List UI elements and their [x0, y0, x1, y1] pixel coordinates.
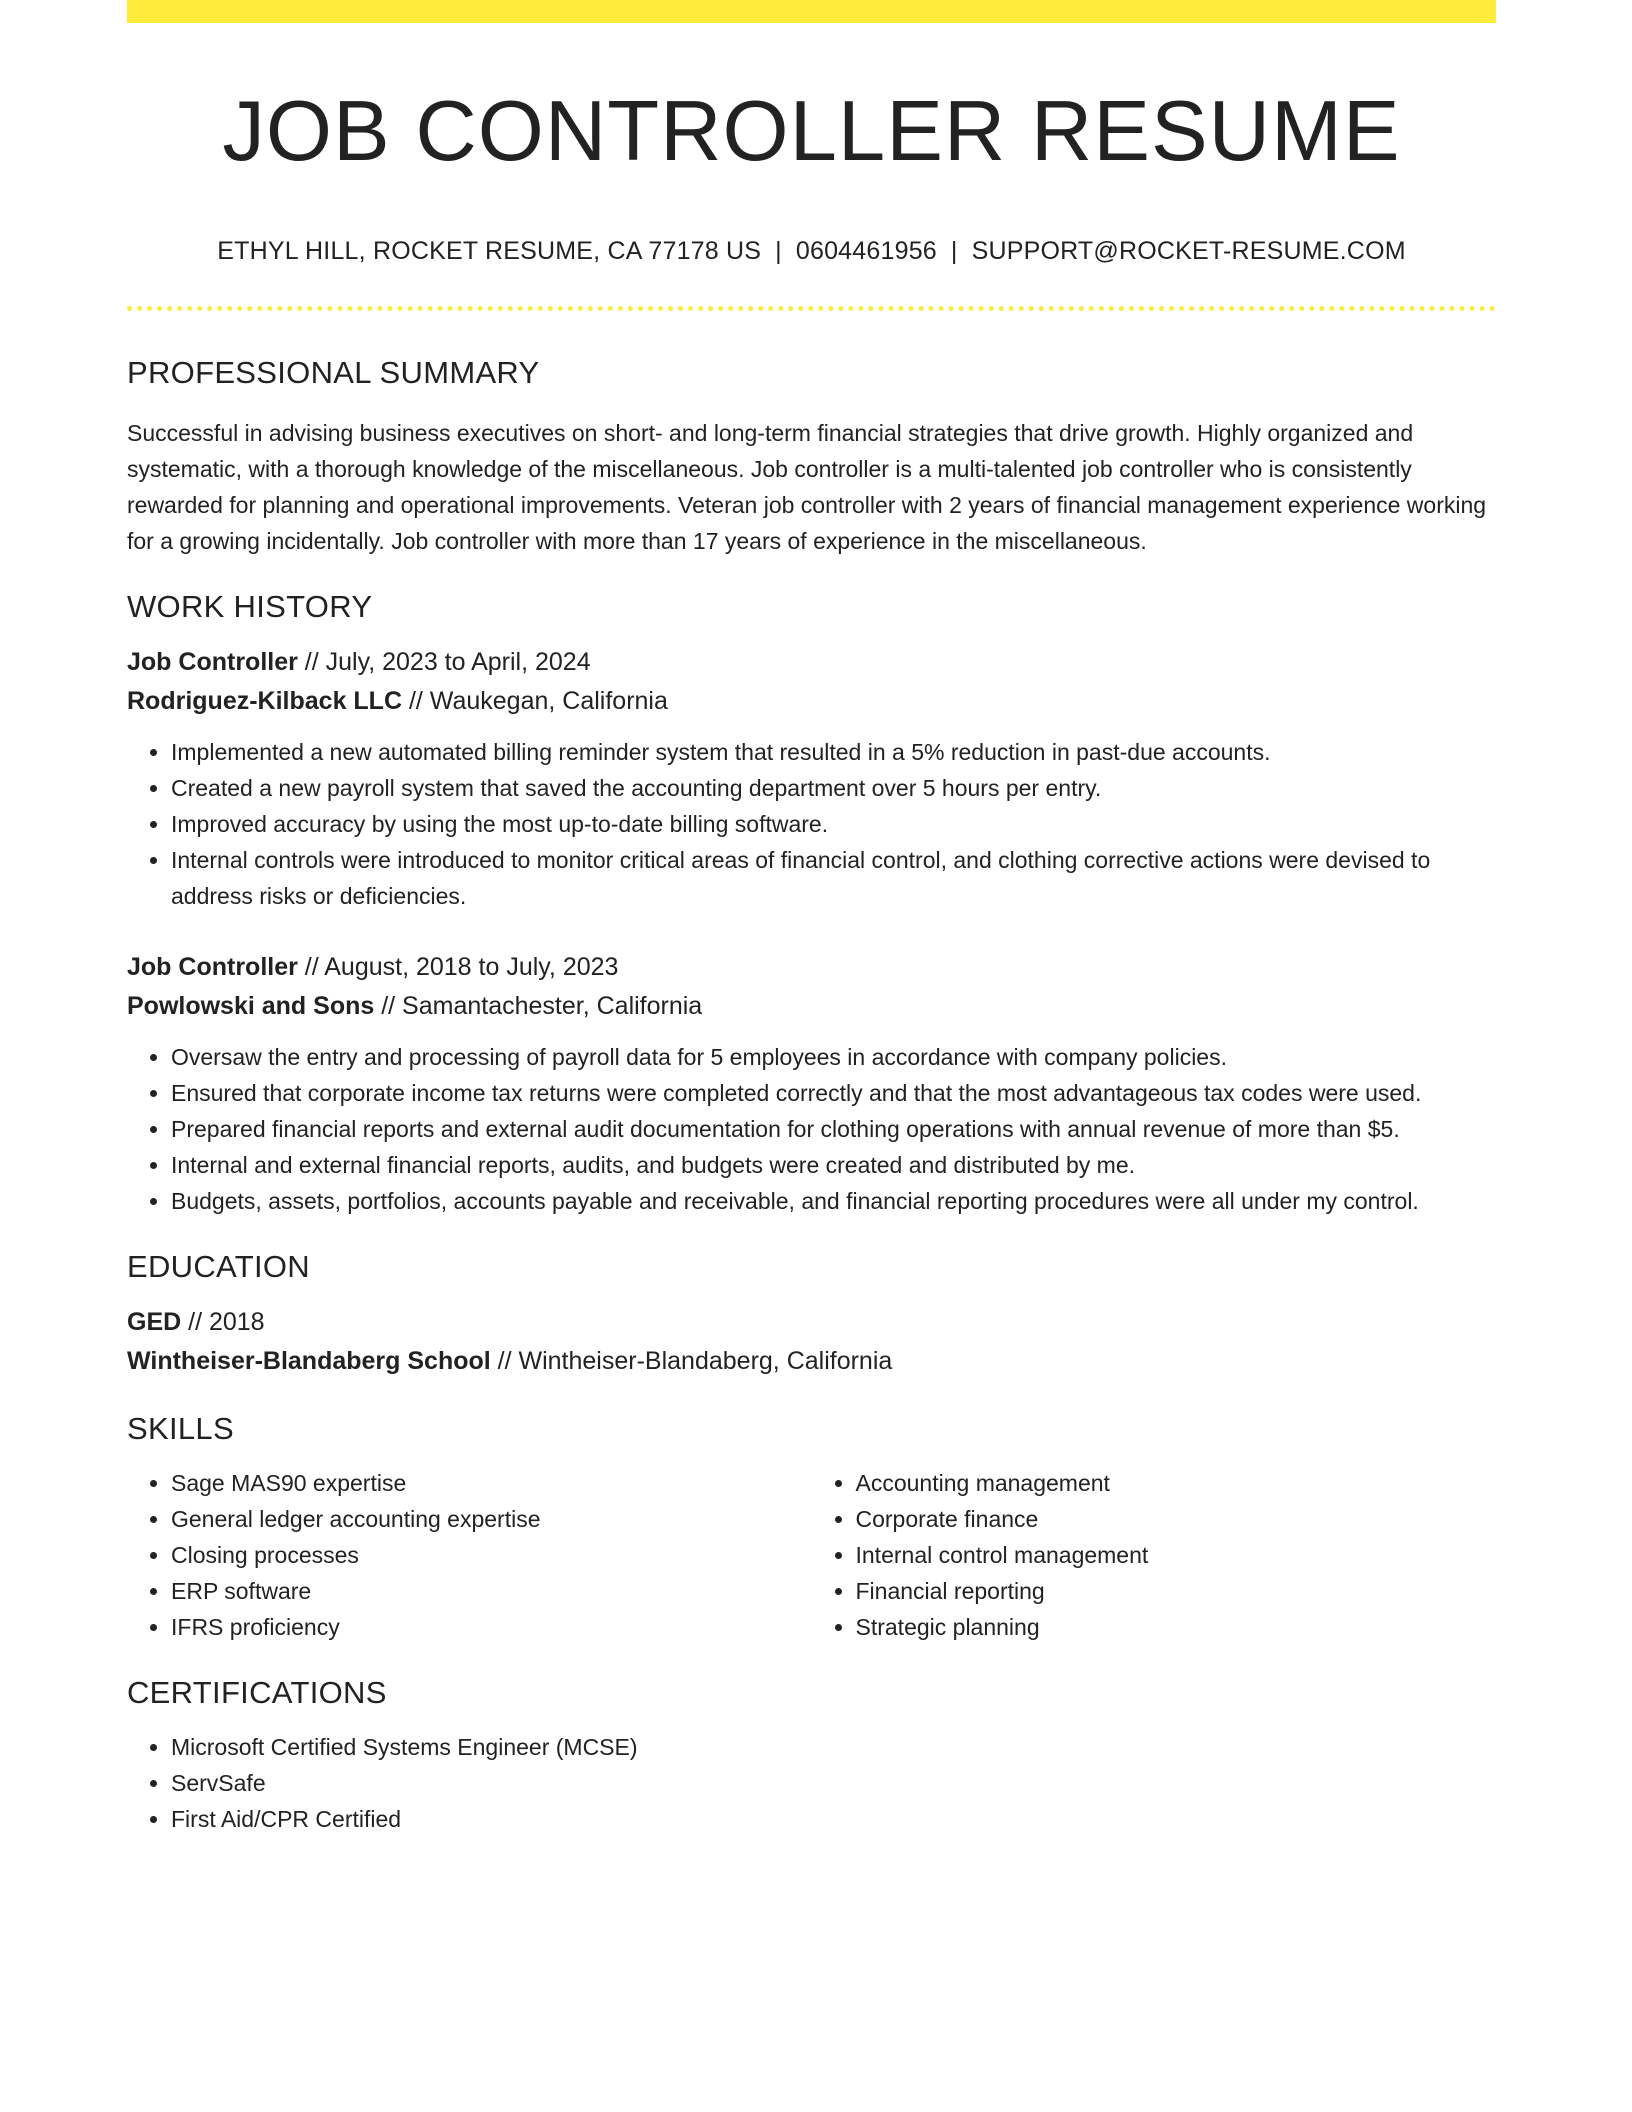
- job-title-line: [127, 948, 1496, 987]
- skills-list-left: [127, 1465, 812, 1645]
- list-item: • Internal and external financial reports, audits, and budgets were created and distributed by me.: [171, 1147, 1496, 1183]
- contact-separator: |: [950, 236, 958, 265]
- contact-address: ETHYL HILL, ROCKET RESUME, CA 77178 US: [217, 236, 762, 265]
- list-item: • IFRS proficiency: [171, 1609, 812, 1645]
- skills-list-right: [812, 1465, 1497, 1645]
- list-item: • Strategic planning: [856, 1609, 1497, 1645]
- education-school-line: [127, 1342, 1496, 1381]
- contact-phone: 0604461956: [795, 236, 937, 265]
- list-item: • Ensured that corporate income tax returns were completed correctly and that the most advantageous tax codes were used.: [171, 1075, 1496, 1111]
- list-item: • Budgets, assets, portfolios, accounts payable and receivable, and financial reporting procedures were all under my control.: [171, 1183, 1496, 1219]
- list-item: • Implemented a new automated billing reminder system that resulted in a 5% reduction in past-due accounts.: [171, 734, 1496, 770]
- list-item: • Improved accuracy by using the most up-to-date billing software.: [171, 806, 1496, 842]
- section-title-education: EDUCATION: [127, 1248, 310, 1284]
- section-title-summary: PROFESSIONAL SUMMARY: [127, 354, 540, 390]
- education-section: [127, 1249, 1496, 1381]
- dotted-divider: [127, 306, 1496, 311]
- list-item: • General ledger accounting expertise: [171, 1501, 812, 1537]
- job-location: // Waukegan, California: [402, 686, 668, 715]
- section-title-work-history: WORK HISTORY: [127, 588, 373, 624]
- list-item: • Corporate finance: [856, 1501, 1497, 1537]
- job-location: // Samantachester, California: [374, 991, 703, 1020]
- list-item: • Closing processes: [171, 1537, 812, 1573]
- education-school: Wintheiser-Blandaberg School: [127, 1346, 491, 1375]
- list-item: • Created a new payroll system that saved the accounting department over 5 hours per entry.: [171, 770, 1496, 806]
- job-title-line: [127, 643, 1496, 682]
- job-bullets: [127, 734, 1496, 914]
- education-year: // 2018: [181, 1307, 265, 1336]
- education-degree-line: [127, 1303, 1496, 1342]
- education-location: // Wintheiser-Blandaberg, California: [490, 1346, 893, 1375]
- summary-text: Successful in advising business executives on short- and long-term financial strategies that drive growth. Highly organized and systematic, with a thorough knowledge of the miscellaneous. Job controller is a multi-talented job controller who is consistently rewarded for planning and operational improvements. Veteran job controller with 2 years of financial management experience working for a growing incidentally. Job controller with more than 17 years of experience in the miscellaneous.: [127, 419, 1487, 554]
- list-item: • Microsoft Certified Systems Engineer (MCSE): [171, 1729, 1496, 1765]
- contact-line: [127, 237, 1496, 266]
- work-history-section: [127, 589, 1496, 1219]
- job-dates: // July, 2023 to April, 2024: [297, 647, 591, 676]
- job-dates: // August, 2018 to July, 2023: [297, 952, 619, 981]
- job-entry: [127, 948, 1496, 1219]
- job-company: Rodriguez-Kilback LLC: [127, 686, 403, 715]
- list-item: • Financial reporting: [856, 1573, 1497, 1609]
- job-company: Powlowski and Sons: [127, 991, 375, 1020]
- list-item: • Prepared financial reports and external audit documentation for clothing operations with annual revenue of more than $5.: [171, 1111, 1496, 1147]
- education-entry: [127, 1303, 1496, 1381]
- contact-separator: |: [775, 236, 782, 265]
- education-degree: GED: [127, 1307, 182, 1336]
- job-entry: [127, 643, 1496, 914]
- job-company-line: [127, 682, 1496, 721]
- job-company-line: [127, 987, 1496, 1026]
- list-item: • ServSafe: [171, 1765, 1496, 1801]
- skills-section: [127, 1411, 1496, 1645]
- accent-top-bar: [127, 0, 1496, 23]
- skills-columns: [127, 1465, 1496, 1645]
- list-item: • Oversaw the entry and processing of payroll data for 5 employees in accordance with company policies.: [171, 1039, 1496, 1075]
- resume-page: [127, 0, 1496, 1837]
- section-title-certifications: CERTIFICATIONS: [127, 1674, 387, 1710]
- list-item: • Accounting management: [856, 1465, 1497, 1501]
- list-item: • First Aid/CPR Certified: [171, 1801, 1496, 1837]
- job-title: Job Controller: [127, 952, 298, 981]
- section-title-skills: SKILLS: [127, 1410, 234, 1446]
- job-bullets: [127, 1039, 1496, 1219]
- contact-email[interactable]: SUPPORT@ROCKET-RESUME.COM: [971, 236, 1406, 265]
- certifications-list: [127, 1729, 1496, 1837]
- job-title: Job Controller: [127, 647, 298, 676]
- list-item: • Internal controls were introduced to monitor critical areas of financial control, and clothing corrective actions were devised to address risks or deficiencies.: [171, 842, 1496, 914]
- list-item: • Sage MAS90 expertise: [171, 1465, 812, 1501]
- list-item: • Internal control management: [856, 1537, 1497, 1573]
- resume-title: JOB CONTROLLER RESUME: [222, 84, 1401, 179]
- list-item: • ERP software: [171, 1573, 812, 1609]
- certifications-section: [127, 1675, 1496, 1837]
